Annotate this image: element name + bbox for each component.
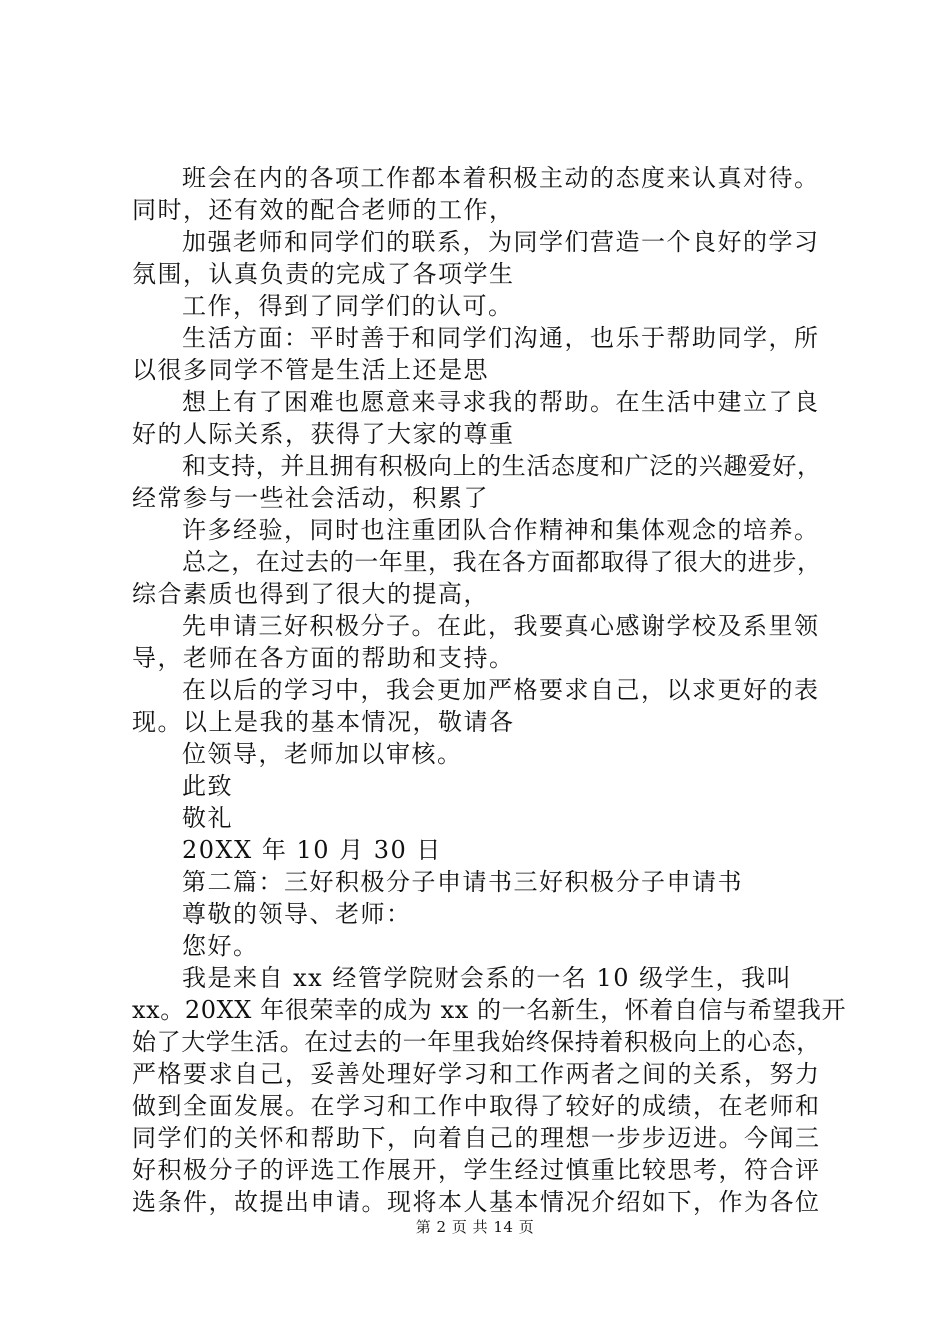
text-line: 导，老师在各方面的帮助和支持。: [132, 644, 515, 672]
text-line: 总之，在过去的一年里，我在各方面都取得了很大的进步，: [182, 548, 822, 576]
page-number-footer: 第 2 页 共 14 页: [415, 1218, 535, 1236]
text-line: 您好。: [182, 932, 259, 960]
text-line: 生活方面：平时善于和同学们沟通，也乐于帮助同学，所: [182, 324, 820, 352]
text-line: 先申请三好积极分子。在此，我要真心感谢学校及系里领: [182, 612, 820, 640]
text-line: 我是来自 xx 经管学院财会系的一名 10 级学生，我叫: [182, 964, 793, 992]
text-line: 想上有了困难也愿意来寻求我的帮助。在生活中建立了良: [182, 388, 820, 416]
text-line: 同学们的关怀和帮助下，向着自己的理想一步步迈进。今闻三: [132, 1124, 821, 1152]
text-line: 在以后的学习中，我会更加严格要求自己，以求更好的表: [182, 676, 820, 704]
text-line: 氛围，认真负责的完成了各项学生: [132, 260, 515, 288]
text-line: 20XX 年 10 月 30 日: [182, 836, 442, 864]
text-line: 选条件，故提出申请。现将本人基本情况介绍如下，作为各位: [132, 1188, 821, 1216]
text-line: 经常参与一些社会活动，积累了: [132, 484, 489, 512]
text-line: 敬礼: [182, 804, 233, 832]
text-line: 尊敬的领导、老师：: [182, 900, 412, 928]
text-line: 工作，得到了同学们的认可。: [182, 292, 514, 320]
text-line: 现。以上是我的基本情况，敬请各: [132, 708, 515, 736]
text-line: 始了大学生活。在过去的一年里我始终保持着积极向上的心态，: [132, 1028, 821, 1056]
text-line: 加强老师和同学们的联系，为同学们营造一个良好的学习: [182, 228, 820, 256]
text-line: 位领导，老师加以审核。: [182, 740, 463, 768]
text-line: 以很多同学不管是生活上还是思: [132, 356, 489, 384]
text-line: 好积极分子的评选工作展开，学生经过慎重比较思考，符合评: [132, 1156, 821, 1184]
text-line: 许多经验，同时也注重团队合作精神和集体观念的培养。: [182, 516, 820, 544]
text-line: 此致: [182, 772, 233, 800]
text-line: 和支持，并且拥有积极向上的生活态度和广泛的兴趣爱好，: [182, 452, 822, 480]
text-line: 好的人际关系，获得了大家的尊重: [132, 420, 515, 448]
text-line: 班会在内的各项工作都本着积极主动的态度来认真对待。: [182, 164, 820, 192]
document-body: [132, 162, 847, 1218]
text-line: 严格要求自己，妥善处理好学习和工作两者之间的关系，努力: [132, 1060, 821, 1088]
text-line: 做到全面发展。在学习和工作中取得了较好的成绩，在老师和: [132, 1092, 821, 1120]
text-line: 综合素质也得到了很大的提高，: [132, 580, 489, 608]
text-line: 第二篇：三好积极分子申请书三好积极分子申请书: [182, 868, 743, 896]
text-line: 同时，还有效的配合老师的工作，: [132, 196, 515, 224]
text-line: xx。20XX 年很荣幸的成为 xx 的一名新生，怀着自信与希望我开: [132, 996, 847, 1024]
